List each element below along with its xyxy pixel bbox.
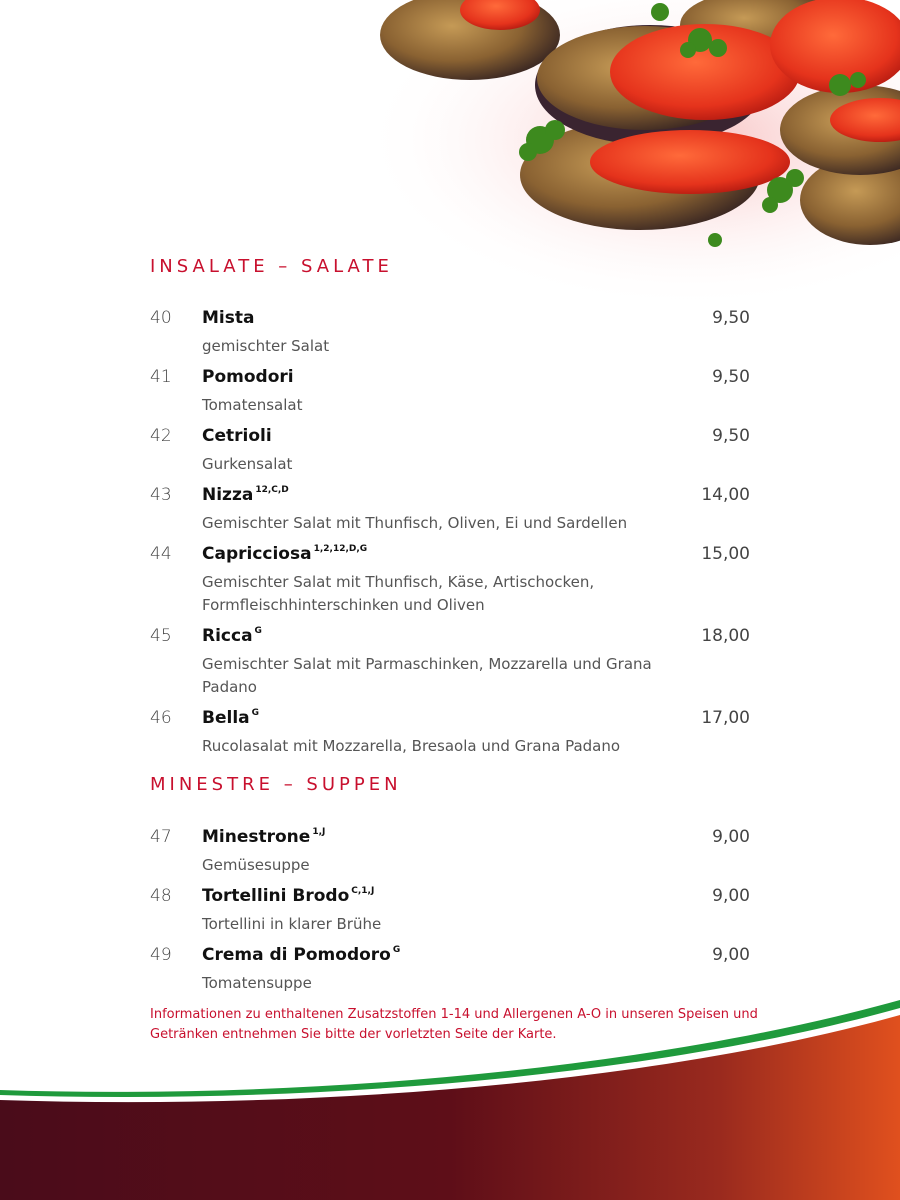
- item-description: gemischter Salat: [202, 337, 330, 355]
- allergen-codes: G: [251, 708, 260, 718]
- allergen-codes: G: [392, 945, 401, 955]
- menu-item: [150, 827, 750, 877]
- item-price: 9,50: [712, 367, 750, 387]
- item-number: 46: [150, 708, 172, 728]
- allergen-codes: 1,J: [312, 827, 326, 837]
- item-name: Pomodori: [202, 367, 294, 387]
- item-description: Tortellini in klarer Brühe: [202, 915, 382, 933]
- item-price: 9,00: [712, 827, 750, 847]
- item-name: Capricciosa $^{1,2,12,D,G}$: [202, 544, 368, 564]
- item-number: 48: [150, 886, 172, 906]
- menu-item: [150, 945, 750, 995]
- soup-list: [150, 827, 750, 1004]
- item-description: Rucolasalat mit Mozzarella, Bresaola und Grana Padano: [202, 737, 621, 755]
- section-title-soups: MINESTRE – SUPPEN: [150, 774, 402, 795]
- item-price: 9,00: [712, 945, 750, 965]
- menu-item: [150, 626, 750, 699]
- allergen-codes: G: [254, 626, 262, 636]
- item-description: Gemüsesuppe: [202, 856, 310, 874]
- item-number: 41: [150, 367, 172, 387]
- item-name: Nizza $^{12,C,D}$: [202, 485, 289, 505]
- menu-item: [150, 367, 750, 417]
- item-price: 9,50: [712, 308, 750, 328]
- item-name: Mista: [202, 308, 255, 328]
- menu-item: [150, 544, 750, 617]
- item-number: 49: [150, 945, 172, 965]
- menu-item: [150, 708, 750, 758]
- salad-list: [150, 308, 750, 767]
- item-price: 18,00: [701, 626, 750, 646]
- item-price: 17,00: [701, 708, 750, 728]
- item-number: 44: [150, 544, 172, 564]
- menu-item: [150, 308, 750, 358]
- allergen-codes: 12,C,D: [255, 485, 289, 495]
- item-price: 14,00: [701, 485, 750, 505]
- item-description: Tomatensuppe: [202, 974, 312, 992]
- item-name: Cetrioli: [202, 426, 272, 446]
- item-price: 15,00: [701, 544, 750, 564]
- item-number: 45: [150, 626, 172, 646]
- item-price: 9,00: [712, 886, 750, 906]
- menu-item: [150, 485, 750, 535]
- item-description: Gemischter Salat mit Parmaschinken, Mozzarella und Grana Padano: [202, 655, 652, 696]
- section-title-salads: INSALATE – SALATE: [150, 256, 393, 277]
- item-number: 42: [150, 426, 172, 446]
- allergen-codes: 1,2,12,D,G: [313, 544, 368, 554]
- item-price: 9,50: [712, 426, 750, 446]
- item-description: Tomatensalat: [202, 396, 303, 414]
- item-description: Gemischter Salat mit Thunfisch, Käse, Artischocken, Formfleischhinterschinken und Oliven: [202, 573, 595, 614]
- item-number: 47: [150, 827, 172, 847]
- item-name: Ricca $^G$: [202, 626, 262, 646]
- grilled-vegetables-image: [0, 0, 900, 300]
- footer-wave-decoration: [0, 990, 900, 1200]
- item-description: Gemischter Salat mit Thunfisch, Oliven, Ei und Sardellen: [202, 514, 628, 532]
- menu-item: [150, 886, 750, 936]
- allergen-note: Informationen zu enthaltenen Zusatzstoffen 1-14 und Allergenen A-O in unseren Speisen und Getränken entnehmen Sie bitte der vorletzten Seite der Karte.: [150, 1007, 758, 1042]
- item-name: Minestrone $^{1,J}$: [202, 827, 326, 847]
- item-number: 43: [150, 485, 172, 505]
- item-name: Crema di Pomodoro $^G$: [202, 945, 401, 965]
- item-name: Tortellini Brodo $^{C,1,J}$: [202, 886, 375, 906]
- menu-item: [150, 426, 750, 476]
- allergen-codes: C,1,J: [351, 886, 375, 896]
- item-name: Bella $^G$: [202, 708, 260, 728]
- item-description: Gurkensalat: [202, 455, 293, 473]
- item-number: 40: [150, 308, 172, 328]
